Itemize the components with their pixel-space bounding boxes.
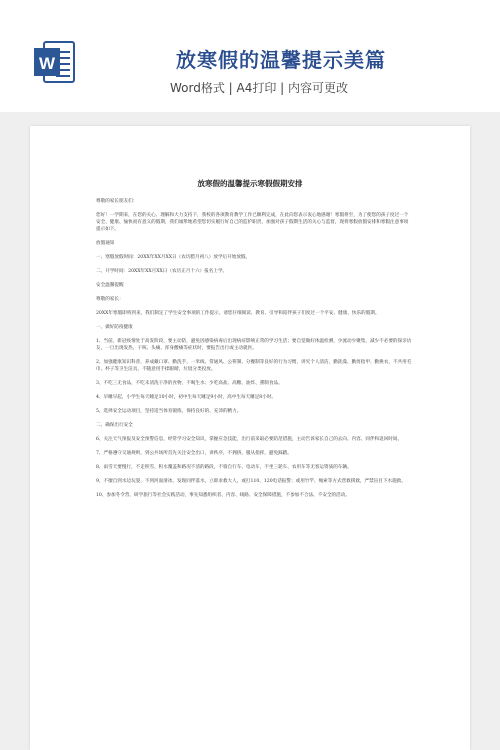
paragraph: 一、做好防疫健康 [96, 325, 133, 330]
paragraph: 5、选择安全运动项目，坚持适当体育锻炼，保持良好的、充沛的精力。 [96, 409, 242, 414]
paragraph: 二、确保出行安全 [96, 423, 133, 428]
page-subtitle: Word格式 | A4打印 | 内容可更改 [170, 81, 349, 95]
paragraph: 6、关注天气预报及安全预警信息，经常学习安全知识，掌握应急技能，出行前采取必要防范措施，主动告诉家长自己的去向、内容、同伴和返回时间。 [96, 437, 403, 442]
paragraph: 4、早睡早起，小学生每天睡足10小时，初中生每天睡足9小时，高中生每天睡足8小时。 [96, 395, 276, 400]
paragraph: 放假通知 [96, 241, 115, 246]
word-logo-letter: W [38, 54, 56, 73]
paragraph: 一、寒假放假时间：20XX年XX月XX日（农历腊月初八）放学后开始放假。 [96, 255, 251, 260]
paragraph: 7、严格遵守交通规则，到公共场所首先关注安全出口，讲秩序，不拥挤，服从指挥，避免踩踏。 [96, 451, 292, 456]
page-title: 放寒假的温馨提示美篇 [176, 48, 386, 72]
paragraph: 10、参加冬令营、研学旅行等社会实践活动，事先知悉组织者、内容、线路、安全保障措施，不参加不合法、不安全的活动。 [96, 493, 350, 498]
document-body [96, 198, 412, 506]
paragraph: 二、开学时间：20XX年XX月XX日（农历正月十六）报名上学。 [96, 269, 228, 274]
paragraph: 8、雨雪天要慢行，不走积雪、积水覆盖和路况不清的路段，不骑自行车、电动车，不坐三轮车、农用车等无客运资质的车辆。 [96, 465, 352, 470]
paragraph: 您好！一学期来，在您的关心、理解和大力支持下，我校的各项教育教学工作已顺利完成，在此向您表示衷心地感谢！寒假将至，为了使您的孩子度过一个安全、健康、愉快而有意义的假期，我们诚挚地希望您切实履行好自己的监护职责，加强对孩子假期生活的关心与监督，现将寒假放假安排和寒假注意事项提示如下。 [96, 213, 409, 232]
header [0, 0, 500, 112]
paragraph: 20XX年寒假即将到来，我们制定了学生安全事项的工作提示，请您仔细阅读、教育、引导和陪伴孩子们度过一个平安、健康、快乐的假期。 [96, 311, 380, 316]
paragraph: 安全温馨提醒 [96, 283, 124, 288]
paragraph: 1、当前，新冠疫情处于高发阶段，要主动防，避免因感染病毒后出现病症影响正常的学习生活；要自觉做好体温检测，少流动少聚集，减少不必要的探亲访友，一旦出现发热、干咳、头痛、浑身酸痛等症状时，要报告出行或主动就医。 [96, 339, 412, 351]
paragraph: 尊敬的家长朋友们： [96, 199, 138, 204]
paragraph: 9、不擅自到水边玩耍，不到河面滑冰，发现同伴落水，立即求救大人，或打110、120电话报警；或用竹竿、绳索等方式营救援救，严禁盲目下水施救。 [96, 479, 406, 484]
paragraph: 3、不吃三无食品，不吃未清洗干净的食物，不喝生水；少吃高盐、高糖、油炸、熏制食品。 [96, 381, 283, 386]
paragraph: 尊敬的家长： [96, 297, 124, 302]
paragraph: 2、加强健康知识科普，养成戴口罩、勤洗手、一米线、常通风、公筷制、分餐制等良好的行为习惯，讲究个人清洁，勤洗澡、勤剪指甲、勤换衣，不共用毛巾、杯子等卫生洁具，不随意用手揉眼睛，垃圾分类投放。 [96, 360, 412, 372]
word-file-icon [32, 38, 76, 86]
document-page [30, 126, 470, 750]
document-title: 放寒假的温馨提示寒假假期安排 [197, 179, 303, 188]
